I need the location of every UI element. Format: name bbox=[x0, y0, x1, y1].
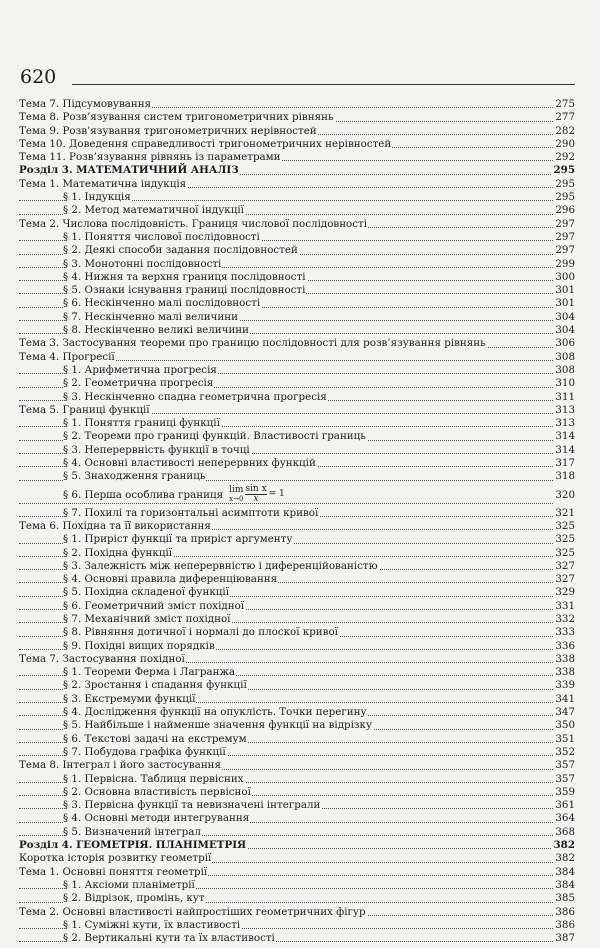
toc-entry-title bbox=[63, 324, 250, 336]
toc-page-number: 290 bbox=[555, 137, 575, 150]
toc-entry-title-text: § 4. Нижня та верхня границя послідовності bbox=[63, 270, 306, 283]
toc-entry-title bbox=[63, 547, 173, 559]
toc-entry-title-text: § 9. Похідні вищих порядків bbox=[63, 639, 215, 652]
toc-subentry bbox=[19, 586, 575, 599]
toc-subentry bbox=[19, 391, 575, 404]
toc-entry bbox=[19, 98, 575, 111]
toc-entry-title bbox=[19, 178, 187, 190]
toc-page-number: 310 bbox=[555, 377, 575, 390]
toc-entry-title bbox=[19, 351, 116, 363]
toc-entry-title bbox=[63, 284, 306, 296]
toc-entry-title-text: § 4. Дослідження функції на опуклість. Точки перегину bbox=[63, 706, 367, 719]
toc-entry-title-text: § 5. Знаходження границь bbox=[63, 470, 206, 483]
toc-entry-title-text: § 6. Текстові задачі на екстремум bbox=[63, 732, 247, 745]
toc-page-number: 382 bbox=[555, 852, 575, 865]
toc-entry-title-text: Тема 8. Інтеграл і його застосування bbox=[19, 759, 222, 772]
toc-entry-title bbox=[63, 391, 328, 403]
toc-entry-title bbox=[63, 733, 248, 745]
toc-entry bbox=[19, 111, 575, 124]
toc-subentry bbox=[19, 297, 575, 310]
toc-entry-title bbox=[63, 573, 278, 585]
toc-entry-title bbox=[63, 191, 132, 203]
toc-entry-title bbox=[19, 151, 282, 163]
toc-entry bbox=[19, 138, 575, 151]
toc-page-number: 314 bbox=[555, 430, 575, 443]
toc-entry-title-text: § 1. Суміжні кути, їх властивості bbox=[63, 918, 241, 931]
toc-page-number: 338 bbox=[555, 666, 575, 679]
toc-page-number: 295 bbox=[555, 177, 575, 190]
toc-entry-title bbox=[63, 231, 261, 243]
toc-entry-title bbox=[19, 125, 318, 137]
toc-page-number: 336 bbox=[555, 639, 575, 652]
toc-entry-title bbox=[63, 311, 239, 323]
toc-subentry bbox=[19, 719, 575, 732]
toc-page-number: 320 bbox=[553, 484, 575, 507]
toc-entry-title bbox=[63, 826, 202, 838]
toc-entry-title bbox=[19, 218, 368, 230]
toc-page-number: 314 bbox=[555, 443, 575, 456]
toc-entry-title bbox=[19, 906, 367, 918]
limit-operator bbox=[229, 486, 243, 504]
toc-page-number: 385 bbox=[555, 892, 575, 905]
toc-entry-title-text: § 6. Нескінченно малі послідовності bbox=[63, 297, 261, 310]
toc-subentry bbox=[19, 773, 575, 786]
toc-subentry bbox=[19, 613, 575, 626]
limit-fraction bbox=[245, 485, 266, 504]
toc-page-number: 361 bbox=[555, 799, 575, 812]
toc-page-number: 327 bbox=[555, 573, 575, 586]
toc-page-number: 296 bbox=[555, 204, 575, 217]
limit-subscript: x→0 bbox=[229, 494, 244, 503]
toc-entry-title-text: § 5. Визначений інтеграл bbox=[63, 825, 201, 838]
toc-entry-title bbox=[63, 640, 216, 652]
toc-entry-title-text: § 3. Нескінченно спадна геометрична прогресія bbox=[63, 390, 327, 403]
toc-entry-title-text: Розділ 3. МАТЕМАТИЧНИЙ АНАЛІЗ bbox=[19, 164, 239, 177]
toc-entry-title bbox=[63, 470, 206, 482]
toc-entry-title-text: § 1. Індукція bbox=[63, 191, 131, 204]
toc-entry-title-text: § 5. Ознаки існування границі послідовності bbox=[63, 284, 306, 297]
toc-entry-title-text: § 1. Теореми Ферма і Лагранжа bbox=[63, 666, 236, 679]
toc-entry-title bbox=[63, 666, 236, 678]
toc-entry-title bbox=[63, 586, 230, 598]
toc-entry-title bbox=[19, 337, 487, 349]
toc-entry-title-text: Тема 8. Розв’язування систем тригонометричних рівнянь bbox=[19, 111, 334, 124]
toc-entry bbox=[19, 351, 575, 364]
toc-subentry bbox=[19, 640, 575, 653]
toc-page-number: 332 bbox=[555, 612, 575, 625]
toc-page-number: 364 bbox=[555, 812, 575, 825]
toc-entry-title bbox=[63, 812, 250, 824]
toc-subentry bbox=[19, 826, 575, 839]
toc-subentry bbox=[19, 191, 575, 204]
toc-entry-title bbox=[63, 430, 367, 442]
toc-page-number: 333 bbox=[555, 626, 575, 639]
toc-page-number: 327 bbox=[555, 559, 575, 572]
toc-page-number: 301 bbox=[555, 297, 575, 310]
toc-page-number: 384 bbox=[555, 878, 575, 891]
toc-entry-title bbox=[63, 507, 319, 519]
toc-entry-title bbox=[63, 484, 286, 505]
toc-entry-title-text: § 5. Найбільше і найменше значення функції на відрізку bbox=[63, 719, 373, 732]
toc-subentry bbox=[19, 892, 575, 905]
toc-entry-title bbox=[19, 839, 247, 851]
toc-subentry bbox=[19, 786, 575, 799]
toc-entry-title bbox=[63, 799, 321, 811]
toc-entry-title-text: Тема 7. Підсумовування bbox=[19, 98, 152, 110]
toc-page-number: 331 bbox=[555, 599, 575, 612]
fraction-numerator: sin x bbox=[245, 484, 267, 495]
toc-entry-title bbox=[63, 258, 222, 270]
toc-entry bbox=[19, 218, 575, 231]
toc-entry bbox=[19, 164, 575, 177]
toc-entry-title bbox=[63, 613, 231, 625]
toc-entry-title-text: § 2. Основна властивість первісної bbox=[63, 785, 251, 798]
limit-symbol: lim bbox=[229, 484, 244, 495]
toc-entry bbox=[19, 653, 575, 666]
toc-entry-title bbox=[63, 457, 317, 469]
toc-page-number: 300 bbox=[555, 270, 575, 283]
toc-page-number: 382 bbox=[553, 839, 575, 852]
toc-entry-title-text: Тема 1. Основні поняття геометрії bbox=[19, 865, 208, 878]
formula-rhs: = 1 bbox=[268, 489, 285, 500]
toc-entry-title bbox=[63, 560, 379, 572]
toc-page-number: 386 bbox=[555, 905, 575, 918]
toc-subentry bbox=[19, 284, 575, 297]
toc-entry-title-text: Тема 7. Застосування похідної bbox=[19, 652, 185, 665]
toc-page-number: 359 bbox=[555, 785, 575, 798]
toc-entry-title bbox=[63, 919, 241, 931]
toc-page-number: 321 bbox=[555, 506, 575, 519]
toc-subentry bbox=[19, 364, 575, 377]
toc-entry-title-text: § 2. Похідна функції bbox=[63, 546, 173, 559]
toc-entry-title-text: § 2. Відрізок, промінь, кут bbox=[63, 892, 205, 905]
toc-entry-title-text: § 8. Рівняння дотичної і нормалі до плоскої кривої bbox=[63, 626, 338, 639]
toc-subentry bbox=[19, 560, 575, 573]
toc-entry-title-text: Тема 11. Розв’язування рівнянь із параметрами bbox=[19, 151, 281, 164]
toc-entry-title-text: § 3. Залежність між неперервністю і диференційованістю bbox=[63, 559, 378, 572]
toc-page-number: 351 bbox=[555, 732, 575, 745]
toc-subentry bbox=[19, 706, 575, 719]
toc-entry-title bbox=[63, 879, 196, 891]
toc-page-number: 275 bbox=[555, 98, 575, 110]
toc-entry-title bbox=[63, 444, 251, 456]
toc-subentry bbox=[19, 484, 575, 507]
toc-entry-title-text: § 7. Побудова графіка функції bbox=[63, 745, 226, 758]
toc-entry-title-text: Тема 2. Основні властивості найпростіших геометричних фігур bbox=[19, 905, 366, 918]
toc-entry-title-text: Коротка історія розвитку геометрії bbox=[19, 852, 212, 865]
toc-page-number: 292 bbox=[555, 151, 575, 164]
toc-subentry bbox=[19, 507, 575, 520]
toc-entry-title bbox=[63, 244, 299, 256]
toc-page-number: 304 bbox=[555, 324, 575, 337]
toc-entry-title-text: § 3. Неперервність функції в точці bbox=[63, 443, 250, 456]
toc-entry-title-text: Розділ 4. ГЕОМЕТРІЯ. ПЛАНІМЕТРІЯ bbox=[19, 839, 247, 852]
toc-entry bbox=[19, 404, 575, 417]
toc-page-number: 318 bbox=[555, 470, 575, 483]
toc-entry-title-text: § 6. Геометричний зміст похідної bbox=[63, 599, 245, 612]
toc-page-number: 295 bbox=[555, 191, 575, 204]
toc-page-number: 386 bbox=[555, 918, 575, 931]
toc-entry-title bbox=[63, 204, 245, 216]
toc-entry bbox=[19, 520, 575, 533]
toc-entry-title bbox=[63, 773, 245, 785]
toc-subentry bbox=[19, 799, 575, 812]
toc-entry-title bbox=[19, 852, 212, 864]
toc-subentry bbox=[19, 679, 575, 692]
toc-entry-title bbox=[19, 759, 222, 771]
toc-entry bbox=[19, 151, 575, 164]
toc-page-number: 329 bbox=[555, 586, 575, 599]
toc-page-number: 297 bbox=[555, 230, 575, 243]
toc-page-number: 339 bbox=[555, 679, 575, 692]
toc-entry-title-text: § 1. Поняття границі функції bbox=[63, 417, 220, 430]
toc-entry-title bbox=[63, 600, 245, 612]
toc-page-number: 325 bbox=[555, 546, 575, 559]
toc-page-number: 308 bbox=[555, 363, 575, 376]
toc-page-number: 311 bbox=[555, 390, 575, 403]
toc-entry-title bbox=[63, 719, 373, 731]
toc-page-number: 308 bbox=[555, 350, 575, 363]
toc-entry-title-text: § 7. Механічний зміст похідної bbox=[63, 612, 231, 625]
toc-subentry bbox=[19, 666, 575, 679]
toc-entry-title bbox=[63, 533, 293, 545]
toc-page-number: 295 bbox=[553, 164, 575, 177]
toc-subentry bbox=[19, 533, 575, 546]
toc-entry-title-text: Тема 5. Границі функції bbox=[19, 403, 150, 416]
toc-entry-title-text: § 3. Первісна функції та невизначені інтеграли bbox=[63, 799, 321, 812]
toc-subentry bbox=[19, 258, 575, 271]
toc-subentry bbox=[19, 430, 575, 443]
toc-entry-title-text: § 3. Екстремуми функції bbox=[63, 692, 196, 705]
toc-entry bbox=[19, 866, 575, 879]
toc-entry-title bbox=[19, 866, 208, 878]
toc-subentry bbox=[19, 457, 575, 470]
toc-entry-title-text: § 4. Основні властивості неперервних функцій bbox=[63, 457, 316, 470]
toc-subentry bbox=[19, 204, 575, 217]
toc-entry-title bbox=[63, 786, 252, 798]
toc-entry-title-text: Тема 9. Розв’язування тригонометричних нерівностей bbox=[19, 124, 317, 137]
toc-entry-title bbox=[63, 706, 368, 718]
toc-entry-title bbox=[19, 404, 151, 416]
toc-page-number: 301 bbox=[555, 284, 575, 297]
toc-entry-title bbox=[63, 892, 206, 904]
toc-entry-title-text: § 7. Нескінченно малі величини bbox=[63, 310, 238, 323]
toc-entry-title bbox=[63, 364, 218, 376]
toc-entry-title-text: § 8. Нескінченно великі величини bbox=[63, 324, 250, 337]
toc-subentry bbox=[19, 919, 575, 932]
toc-entry-title-text: § 2. Вертикальні кути та їх властивості bbox=[63, 932, 275, 945]
toc-page-number: 306 bbox=[555, 337, 575, 350]
toc-subentry bbox=[19, 311, 575, 324]
toc-entry-title bbox=[63, 417, 221, 429]
toc-subentry bbox=[19, 444, 575, 457]
toc-entry-title-text: § 4. Основні правила диференціювання bbox=[63, 573, 278, 586]
toc-entry-title-text: Тема 10. Доведення справедливості тригонометричних нерівностей bbox=[19, 137, 392, 150]
toc-page-number: 282 bbox=[555, 124, 575, 137]
toc-page-number: 341 bbox=[555, 692, 575, 705]
toc-entry-title bbox=[63, 271, 307, 283]
toc-page-number: 304 bbox=[555, 310, 575, 323]
toc-subentry bbox=[19, 573, 575, 586]
toc-entry-title bbox=[63, 297, 261, 309]
toc-entry bbox=[19, 337, 575, 350]
limit-formula bbox=[229, 485, 285, 504]
toc-page-number: 338 bbox=[555, 652, 575, 665]
toc-entry-title-text: § 7. Похилі та горизонтальні асимптоти кривої bbox=[63, 506, 319, 519]
toc-entry-title-text: Тема 4. Прогресії bbox=[19, 350, 115, 363]
toc-entry-title-text: § 1. Первісна. Таблиця первісних bbox=[63, 772, 244, 785]
toc-subentry bbox=[19, 244, 575, 257]
toc-entry-title bbox=[63, 746, 227, 758]
header-rule bbox=[72, 84, 575, 85]
toc-entry-title bbox=[63, 377, 214, 389]
toc-page-number: 313 bbox=[555, 403, 575, 416]
toc-subentry bbox=[19, 693, 575, 706]
toc-entry-title-text: § 1. Аксіоми планіметрії bbox=[63, 878, 195, 891]
toc-page-number: 368 bbox=[555, 825, 575, 838]
toc-subentry bbox=[19, 626, 575, 639]
toc-entry-title-text: § 3. Монотонні послідовності bbox=[63, 257, 222, 270]
toc-page-number: 297 bbox=[555, 217, 575, 230]
toc-page-number: 357 bbox=[555, 759, 575, 772]
toc-entry-title-text: § 1. Приріст функції та приріст аргументу bbox=[63, 533, 293, 546]
toc-entry-title-text: § 5. Похідна складеної функції bbox=[63, 586, 229, 599]
table-of-contents bbox=[19, 98, 575, 945]
toc-page-number: 325 bbox=[555, 533, 575, 546]
toc-page-number: 352 bbox=[555, 745, 575, 758]
toc-entry bbox=[19, 906, 575, 919]
toc-entry-title-text: § 6. Перша особлива границя bbox=[63, 488, 224, 501]
toc-entry-title-text: § 2. Зростання і спадання функції bbox=[63, 679, 247, 692]
toc-entry-title bbox=[19, 98, 152, 110]
toc-subentry bbox=[19, 324, 575, 337]
toc-subentry bbox=[19, 417, 575, 430]
toc-subentry bbox=[19, 231, 575, 244]
toc-entry-title bbox=[19, 138, 392, 150]
toc-entry-title-text: § 4. Основні методи интегрування bbox=[63, 812, 250, 825]
toc-entry-title-text: § 1. Поняття числової послідовності bbox=[63, 230, 260, 243]
toc-entry bbox=[19, 178, 575, 191]
toc-subentry bbox=[19, 470, 575, 483]
toc-entry-title-text: Тема 1. Математична індукція bbox=[19, 177, 187, 190]
toc-page-number: 325 bbox=[555, 519, 575, 532]
toc-page-number: 299 bbox=[555, 257, 575, 270]
toc-page-number: 384 bbox=[555, 865, 575, 878]
toc-subentry bbox=[19, 377, 575, 390]
toc-page-number: 313 bbox=[555, 417, 575, 430]
toc-subentry bbox=[19, 600, 575, 613]
toc-page-number: 277 bbox=[555, 111, 575, 124]
toc-entry-title-text: Тема 3. Застосування теореми про границю послідовності для розв’язування рівнянь bbox=[19, 337, 486, 350]
toc-entry bbox=[19, 839, 575, 852]
toc-entry-title bbox=[63, 626, 339, 638]
toc-entry-title bbox=[63, 693, 196, 705]
fraction-denominator: x bbox=[253, 494, 259, 505]
toc-subentry bbox=[19, 271, 575, 284]
toc-entry-title bbox=[63, 932, 276, 944]
toc-entry-title-text: § 2. Деякі способи задання послідовностей bbox=[63, 244, 298, 257]
toc-entry-title-text: § 2. Метод математичної індукції bbox=[63, 204, 244, 217]
toc-page-number: 317 bbox=[555, 457, 575, 470]
toc-entry-title bbox=[19, 520, 212, 532]
toc-subentry bbox=[19, 547, 575, 560]
toc-entry-title bbox=[19, 164, 240, 176]
toc-entry-title-text: § 2. Теореми про границі функцій. Властивості границь bbox=[63, 430, 366, 443]
toc-subentry bbox=[19, 932, 575, 945]
toc-page-number: 350 bbox=[555, 719, 575, 732]
page-header bbox=[20, 66, 575, 90]
toc-entry bbox=[19, 759, 575, 772]
toc-page-number: 387 bbox=[555, 932, 575, 945]
toc-entry-title bbox=[19, 653, 186, 665]
toc-entry-title-text: § 2. Геометрична прогресія bbox=[63, 377, 214, 390]
toc-subentry bbox=[19, 746, 575, 759]
toc-page-number: 357 bbox=[555, 772, 575, 785]
toc-entry bbox=[19, 125, 575, 138]
toc-entry-title bbox=[19, 111, 335, 123]
toc-subentry bbox=[19, 812, 575, 825]
toc-page-number: 347 bbox=[555, 706, 575, 719]
toc-entry bbox=[19, 852, 575, 865]
toc-entry-title-text: § 1. Арифметична прогресія bbox=[63, 363, 217, 376]
page-number: 620 bbox=[20, 66, 57, 88]
toc-entry-title bbox=[63, 679, 248, 691]
toc-entry-title-text: Тема 6. Похідна та її використання bbox=[19, 519, 211, 532]
toc-subentry bbox=[19, 879, 575, 892]
toc-entry-title-text: Тема 2. Числова послідовність. Границя числової послідовності bbox=[19, 217, 368, 230]
toc-page-number: 297 bbox=[555, 244, 575, 257]
toc-subentry bbox=[19, 733, 575, 746]
